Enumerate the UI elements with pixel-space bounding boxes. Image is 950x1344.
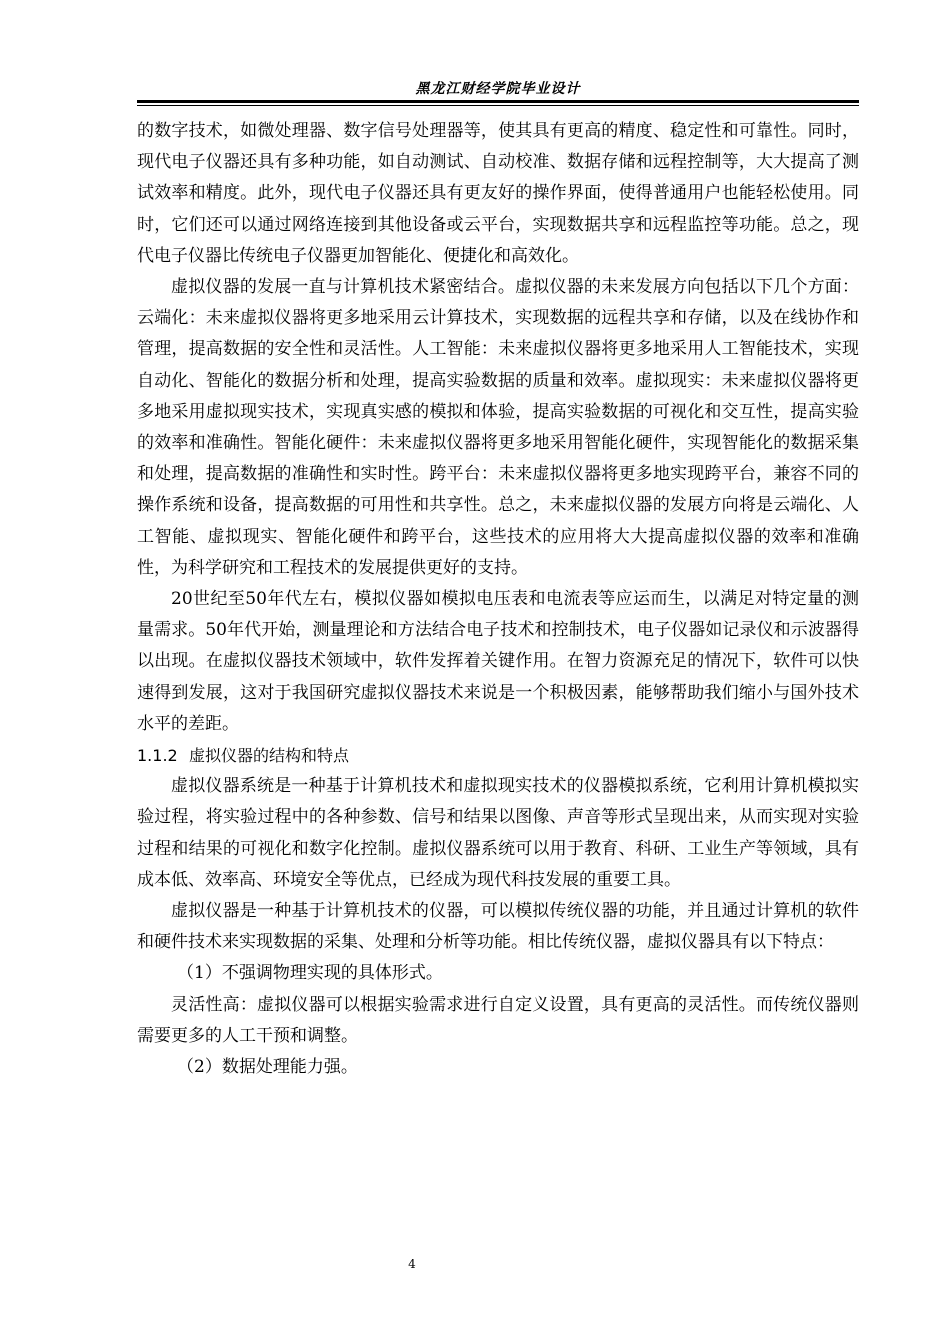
section-heading — [137, 740, 859, 771]
section-title: 虚拟仪器的结构和特点 — [189, 746, 350, 766]
document-body — [137, 116, 859, 1083]
header-rule-thin — [137, 105, 859, 106]
paragraph-history: 20世纪至50年代左右，模拟仪器如模拟电压表和电流表等应运而生，以满足对特定量的测量需求。50年代开始，测量理论和方法结合电子技术和控制技术，电子仪器如记录仪和示波器得以出现。在虚拟仪器技术领域中，软件发挥着关键作用。在智力资源充足的情况下，软件可以快速得到发展，这对于我国研究虚拟仪器技术来说是一个积极因素，能够帮助我们缩小与国外技术水平的差距。 — [137, 589, 859, 734]
list-item-feature-2: （2）数据处理能力强。 — [177, 1057, 358, 1078]
list-item-feature-1: （1）不强调物理实现的具体形式。 — [177, 963, 443, 984]
paragraph-continued: 的数字技术，如微处理器、数字信号处理器等，使其具有更高的精度、稳定性和可靠性。同时，现代电子仪器还具有多种功能，如自动测试、自动校准、数据存储和远程控制等，大大提高了测试效率和精度。此外，现代电子仪器还具有更友好的操作界面，使得普通用户也能轻松使用。同时，它们还可以通过网络连接到其他设备或云平台，实现数据共享和远程监控等功能。总之，现代电子仪器比传统电子仪器更加智能化、便捷化和高效化。 — [137, 121, 859, 266]
header-rule-thick — [137, 100, 859, 103]
paragraph-system-definition: 虚拟仪器系统是一种基于计算机技术和虚拟现实技术的仪器模拟系统，它利用计算机模拟实验过程，将实验过程中的各种参数、信号和结果以图像、声音等形式呈现出来，从而实现对实验过程和结果的可视化和数字化控制。虚拟仪器系统可以用于教育、科研、工业生产等领域，具有成本低、效率高、环境安全等优点，已经成为现代科技发展的重要工具。 — [137, 776, 859, 890]
paragraph-flexibility: 灵活性高：虚拟仪器可以根据实验需求进行自定义设置，具有更高的灵活性。而传统仪器则需要更多的人工干预和调整。 — [137, 994, 859, 1046]
page-header-title: 黑龙江财经学院毕业设计 — [415, 81, 581, 97]
paragraph-features-intro: 虚拟仪器是一种基于计算机技术的仪器，可以模拟传统仪器的功能，并且通过计算机的软件和硬件技术来实现数据的采集、处理和分析等功能。相比传统仪器，虚拟仪器具有以下特点： — [137, 901, 859, 953]
paragraph-development-direction: 虚拟仪器的发展一直与计算机技术紧密结合。虚拟仪器的未来发展方向包括以下几个方面：云端化：未来虚拟仪器将更多地采用云计算技术，实现数据的远程共享和存储，以及在线协作和管理，提高数据的安全性和灵活性。人工智能：未来虚拟仪器将更多地采用人工智能技术，实现自动化、智能化的数据分析和处理，提高实验数据的质量和效率。虚拟现实：未来虚拟仪器将更多地采用虚拟现实技术，实现真实感的模拟和体验，提高实验数据的可视化和交互性，提高实验的效率和准确性。智能化硬件：未来虚拟仪器将更多地采用智能化硬件，实现智能化的数据采集和处理，提高数据的准确性和实时性。跨平台：未来虚拟仪器将更多地实现跨平台，兼容不同的操作系统和设备，提高数据的可用性和共享性。总之，未来虚拟仪器的发展方向将是云端化、人工智能、虚拟现实、智能化硬件和跨平台，这些技术的应用将大大提高虚拟仪器的效率和准确性，为科学研究和工程技术的发展提供更好的支持。 — [137, 277, 859, 578]
page-number: 4 — [408, 1257, 416, 1271]
section-number: 1.1.2 — [137, 746, 178, 766]
